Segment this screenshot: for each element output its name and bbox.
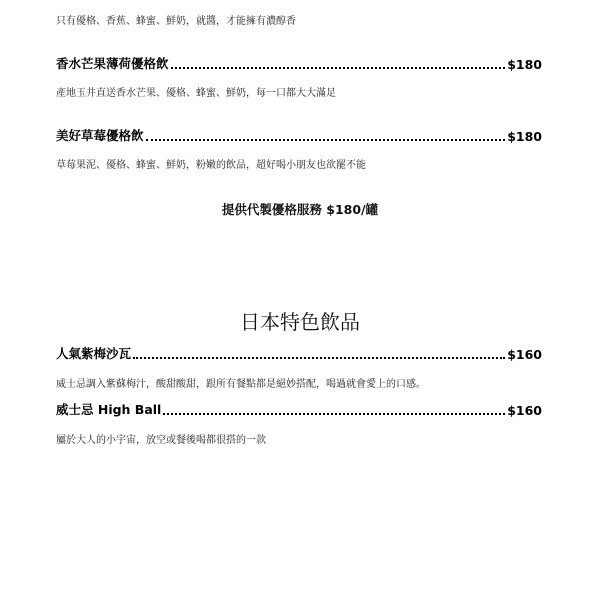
menu-item-strawberry-yogurt bbox=[56, 126, 542, 144]
dot-leader bbox=[146, 139, 506, 141]
item-description: 威士忌調入紫蘇梅汁，酸甜酸甜，跟所有餐點都是絕妙搭配，喝過就會愛上的口感。 bbox=[56, 379, 426, 390]
menu-item-whisky-highball bbox=[56, 400, 542, 418]
yogurt-service-note: 提供代製優格服務 $180/罐 bbox=[221, 202, 379, 217]
item-name: 香水芒果薄荷優格飲 bbox=[56, 56, 169, 71]
item-price: $180 bbox=[507, 129, 542, 144]
dot-leader bbox=[133, 357, 505, 359]
dot-leader bbox=[163, 413, 505, 415]
item-name: 人氣紫梅沙瓦 bbox=[56, 346, 132, 361]
item-price: $160 bbox=[507, 403, 542, 418]
item-name: 美好草莓優格飲 bbox=[56, 128, 144, 143]
menu-item-mango-yogurt bbox=[56, 54, 542, 72]
dot-leader bbox=[171, 67, 506, 69]
section-title-japanese-drinks: 日本特色飲品 bbox=[240, 310, 360, 334]
item-price: $160 bbox=[507, 347, 542, 362]
item-description: 草莓果泥、優格、蜂蜜、鮮奶，粉嫩的飲品，超好喝小朋友也欲罷不能 bbox=[56, 160, 366, 171]
item-name: 威士忌 High Ball bbox=[56, 402, 162, 417]
item-description: 屬於大人的小宇宙，放空或餐後喝都很搭的一款 bbox=[56, 435, 266, 446]
item-description: 只有優格、香蕉、蜂蜜、鮮奶，就醬，才能擁有濃醇香 bbox=[56, 16, 296, 27]
menu-item-plum-sour bbox=[56, 344, 542, 362]
item-description: 產地玉井直送香水芒果、優格、蜂蜜、鮮奶，每一口都大大滿足 bbox=[56, 88, 336, 99]
item-price: $180 bbox=[507, 57, 542, 72]
